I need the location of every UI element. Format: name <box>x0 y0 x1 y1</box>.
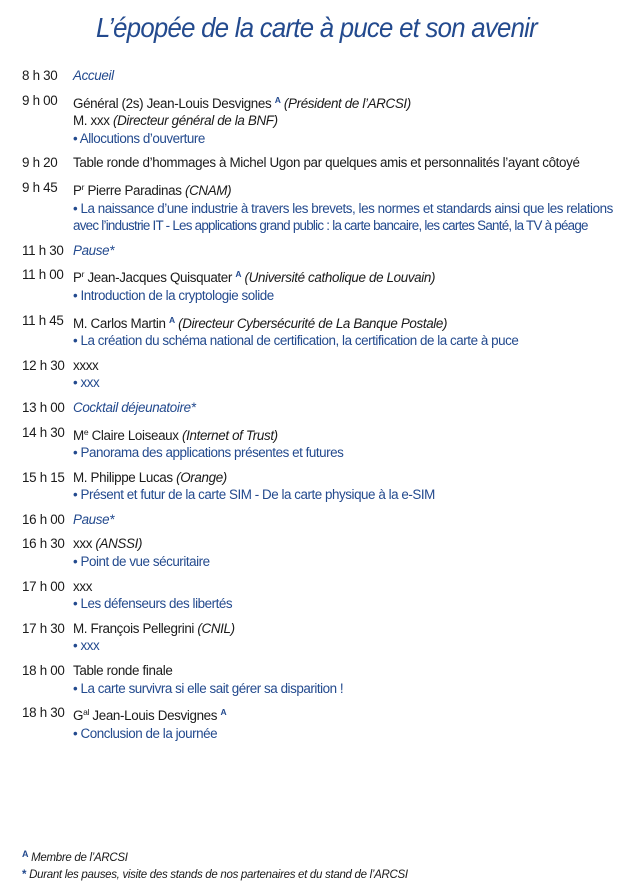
speaker-name: M. xxx <box>73 113 110 129</box>
schedule-entry <box>22 424 622 462</box>
entry-time: 12 h 30 <box>22 357 65 373</box>
schedule-entry <box>22 469 622 504</box>
speaker-line <box>73 266 622 287</box>
speaker-title-suffix: al <box>83 707 89 718</box>
member-mark: A <box>220 707 227 718</box>
talk-title: • Présent et futur de la carte SIM - De la carte physique à la e-SIM <box>73 487 435 503</box>
speaker-affiliation: (CNIL) <box>197 620 235 636</box>
page-title: L’épopée de la carte à puce et son avenir <box>95 12 537 43</box>
speaker-name: M. Carlos Martin <box>73 315 166 331</box>
talk-title: • Allocutions d’ouverture <box>73 130 205 146</box>
entry-content <box>73 511 622 529</box>
entry-content <box>73 469 622 504</box>
speaker-name: M. François Pellegrini <box>73 620 195 636</box>
entry-time: 17 h 30 <box>22 620 65 636</box>
talk-title: • La création du schéma national de certification, la certification de la carte à puce <box>73 333 519 349</box>
talk-title: • La naissance d’une industrie à travers les brevets, les normes et standards ainsi que les relations <box>73 200 613 216</box>
schedule-entry <box>22 578 622 613</box>
talk-title: • La carte survivra si elle sait gérer sa disparition ! <box>73 680 344 696</box>
schedule-entry <box>22 179 622 235</box>
entry-content <box>73 399 622 417</box>
entry-content <box>73 92 622 148</box>
schedule-entry <box>22 511 622 529</box>
talk-title: • xxx <box>73 638 100 654</box>
speaker-title-suffix: r <box>81 269 85 280</box>
schedule-entry <box>22 535 622 570</box>
speaker-line <box>73 662 622 680</box>
speaker-affiliation: (CNAM) <box>184 182 232 198</box>
speaker-title: P <box>73 182 82 198</box>
entry-content <box>73 357 622 392</box>
footnote-member <box>22 846 408 867</box>
speaker-line <box>73 112 622 130</box>
entry-content <box>73 179 622 235</box>
entry-content <box>73 704 622 742</box>
speaker-line <box>73 620 622 638</box>
entry-time: 17 h 00 <box>22 578 65 594</box>
entry-time: 13 h 00 <box>22 399 65 415</box>
schedule-entry <box>22 357 622 392</box>
speaker-name: xxx <box>73 536 93 552</box>
speaker-line <box>73 92 622 113</box>
schedule-entry <box>22 92 622 148</box>
speaker-line <box>73 179 622 200</box>
entry-content <box>73 154 622 172</box>
entry-content <box>73 266 622 304</box>
speaker-affiliation: (Président de l’ARCSI) <box>283 95 411 111</box>
speaker-name: Claire Loiseaux <box>91 427 179 443</box>
entry-time: 18 h 30 <box>22 705 65 721</box>
speaker-line <box>73 357 622 375</box>
schedule-entry <box>22 620 622 655</box>
entry-time: 11 h 30 <box>22 242 64 258</box>
pause-label: Cocktail déjeunatoire* <box>73 399 196 415</box>
speaker-title: G <box>73 708 84 724</box>
entry-content <box>73 67 622 85</box>
speaker-affiliation: (ANSSI) <box>95 536 143 552</box>
schedule-entry <box>22 662 622 697</box>
schedule-entry <box>22 242 622 260</box>
talk-title: • Introduction de la cryptologie solide <box>73 287 274 303</box>
entry-time: 15 h 15 <box>22 469 65 485</box>
speaker-affiliation: (Directeur Cybersécurité de La Banque Postale) <box>178 315 448 331</box>
member-mark: A <box>169 314 175 325</box>
entry-time: 16 h 00 <box>22 511 65 527</box>
entry-time: 18 h 00 <box>22 663 65 679</box>
speaker-title: M <box>73 427 84 443</box>
talk-title: • Point de vue sécuritaire <box>73 554 210 570</box>
entry-content <box>73 578 622 613</box>
entry-time: 16 h 30 <box>22 536 65 552</box>
entry-time: 11 h 00 <box>22 267 64 283</box>
entry-content <box>73 535 622 570</box>
entry-time: 14 h 30 <box>22 424 65 440</box>
entry-time: 9 h 45 <box>22 179 58 195</box>
speaker-affiliation: (Orange) <box>176 469 227 485</box>
entry-time: 9 h 20 <box>22 155 58 171</box>
pause-label: Pause* <box>73 242 115 258</box>
talk-title: • Les défenseurs des libertés <box>73 596 233 612</box>
entry-text: Table ronde d’hommages à Michel Ugon par quelques amis et personnalités l’ayant côtoyé <box>73 155 580 171</box>
entry-time: 9 h 00 <box>22 92 58 108</box>
schedule-entry <box>22 312 622 350</box>
talk-title: • Panorama des applications présentes et futures <box>73 445 344 461</box>
schedule-entry <box>22 266 622 304</box>
footnotes <box>22 846 408 884</box>
schedule <box>22 67 622 742</box>
entry-content <box>73 312 622 350</box>
entry-time: 11 h 45 <box>22 312 64 328</box>
speaker-line <box>73 469 622 487</box>
schedule-entry <box>22 67 622 85</box>
schedule-entry <box>22 154 622 172</box>
speaker-title-suffix: e <box>83 426 89 437</box>
member-mark: A <box>274 94 281 105</box>
speaker-title-suffix: r <box>81 181 85 192</box>
speaker-name: xxx <box>73 578 93 594</box>
pause-label: Pause* <box>73 511 115 527</box>
entry-content <box>73 242 622 260</box>
schedule-entry <box>22 704 622 742</box>
speaker-line <box>73 578 622 596</box>
schedule-entry <box>22 399 622 417</box>
footnote-member-text: Membre de l’ARCSI <box>31 852 128 864</box>
footnote-pause <box>22 867 408 884</box>
speaker-name: Jean-Louis Desvignes <box>92 708 218 724</box>
speaker-line <box>73 312 622 333</box>
speaker-name: Jean-Jacques Quisquater <box>87 270 232 286</box>
entry-content <box>73 662 622 697</box>
entry-content <box>73 424 622 462</box>
speaker-name: Table ronde finale <box>73 663 173 679</box>
speaker-affiliation: (Université catholique de Louvain) <box>244 270 436 286</box>
talk-title: avec l’industrie IT - Les applications grand public : la carte bancaire, les cartes Santé, la TV à péage <box>73 218 588 234</box>
speaker-name: M. Philippe Lucas <box>73 469 173 485</box>
speaker-name: Pierre Paradinas <box>87 182 182 198</box>
speaker-name: xxxx <box>73 357 99 373</box>
speaker-line <box>73 704 622 725</box>
speaker-title: P <box>73 270 82 286</box>
footnote-pause-text: Durant les pauses, visite des stands de nos partenaires et du stand de l’ARCSI <box>29 869 408 881</box>
speaker-name: Général (2s) Jean-Louis Desvignes <box>73 95 272 111</box>
pause-label: Accueil <box>73 68 114 83</box>
speaker-line <box>73 424 622 445</box>
footnote-member-mark: A <box>22 849 29 859</box>
speaker-affiliation: (Internet of Trust) <box>182 427 278 443</box>
speaker-line <box>73 535 622 553</box>
speaker-affiliation: (Directeur général de la BNF) <box>112 113 278 129</box>
footnote-pause-mark: * <box>22 869 27 881</box>
entry-time: 8 h 30 <box>22 68 58 83</box>
entry-content <box>73 620 622 655</box>
talk-title: • Conclusion de la journée <box>73 725 218 741</box>
talk-title: • xxx <box>73 375 100 391</box>
member-mark: A <box>235 269 242 280</box>
